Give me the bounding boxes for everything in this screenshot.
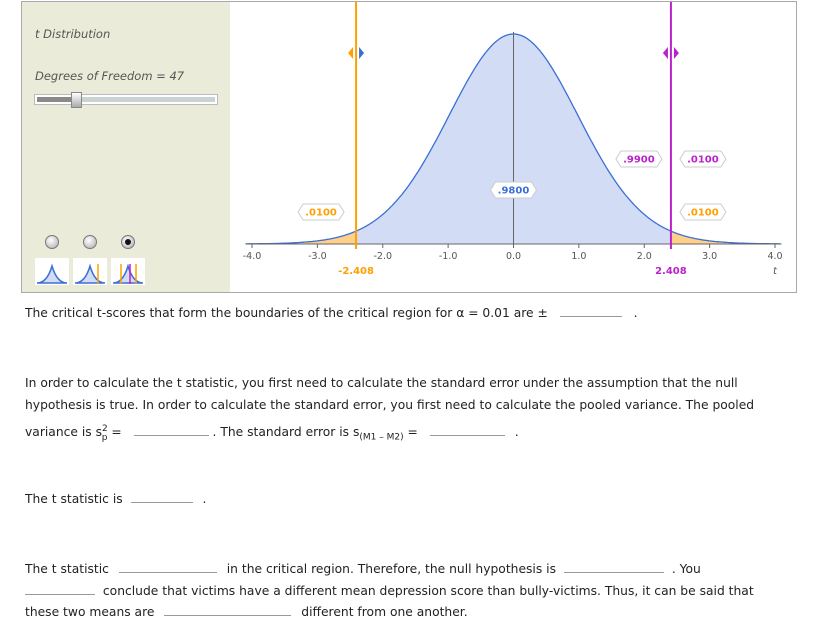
q4-line2 [25,580,754,602]
left-critical-drag-right-icon[interactable] [359,47,364,59]
q4-d: conclude that victims have a different mean depression score than bully-victims. Thus, it can be said that [102,584,754,598]
x-axis-label: t [773,266,777,277]
conclude-dropdown[interactable] [25,580,95,595]
x-tick-label: 4.0 [767,251,783,262]
q2-variance-label: variance is s [25,425,102,440]
x-tick-label: 0.0 [505,251,522,262]
question-t-statistic [25,488,206,510]
q4-line3 [25,601,468,623]
x-tick-label: 3.0 [702,251,718,262]
t-distribution-chart [22,2,796,292]
q2-line2: hypothesis is true. In order to calculate the standard error, you first need to calculate the pooled variance. The pooled [25,398,755,412]
in-critical-region-dropdown[interactable] [119,558,217,573]
center-area-label: .9800 [497,185,530,197]
right-critical-drag-right-icon[interactable] [674,47,679,59]
q4-a: The t statistic [25,562,109,576]
q3-end: . [202,492,207,506]
x-tick-label: 2.0 [636,251,652,262]
pooled-variance-dropdown[interactable] [134,421,209,436]
q4-b: in the critical region. Therefore, the null hypothesis is [226,562,556,576]
q2-se-label: . The standard error is s [212,425,360,440]
standard-error-dropdown[interactable] [430,421,505,436]
critical-t-dropdown[interactable] [560,302,622,317]
q3-text: The t statistic is [25,492,123,506]
right-critical-value: 2.408 [655,266,687,277]
q4-f: different from one another. [301,605,468,619]
q2-line3 [25,418,519,449]
q4-line1 [25,558,701,580]
q4-e: these two means are [25,605,155,619]
sub-m1-m2: (M1 – M2) [359,432,404,443]
q2-end: . [514,425,519,440]
q1-text: The critical t-scores that form the boundaries of the critical region for α = 0.01 are ± [25,306,548,320]
df-label: Degrees of Freedom = 47 [35,69,185,83]
q2-line1: In order to calculate the t statistic, you first need to calculate the standard error under the assumption that the null [25,376,738,390]
x-tick-label: -1.0 [438,251,458,262]
above-right-label: .0100 [687,154,719,166]
right-critical-drag-left-icon[interactable] [663,47,668,59]
q1-end: . [633,306,638,320]
t-distribution-widget [21,1,797,293]
x-tick-label: -4.0 [242,251,262,262]
equals: = [107,425,122,440]
t-statistic-dropdown[interactable] [131,488,193,503]
panel-title: t Distribution [35,27,111,41]
null-hypothesis-dropdown[interactable] [564,558,664,573]
below-right-label: .9900 [623,154,655,166]
question-critical-values [25,302,638,324]
x-tick-label: -3.0 [308,251,327,262]
right-tail-label: .0100 [687,207,719,219]
sub-p: p [101,432,108,443]
left-critical-value: -2.408 [338,266,374,277]
sup-2: 2 [102,424,108,434]
x-tick-label: 1.0 [571,251,587,262]
significantly-dropdown[interactable] [164,601,291,616]
equals-2: = [403,425,418,440]
left-critical-drag-left-icon[interactable] [348,47,353,59]
q4-c: . You [671,562,701,576]
x-tick-label: -2.0 [373,251,393,262]
left-tail-label: .0100 [305,207,337,219]
